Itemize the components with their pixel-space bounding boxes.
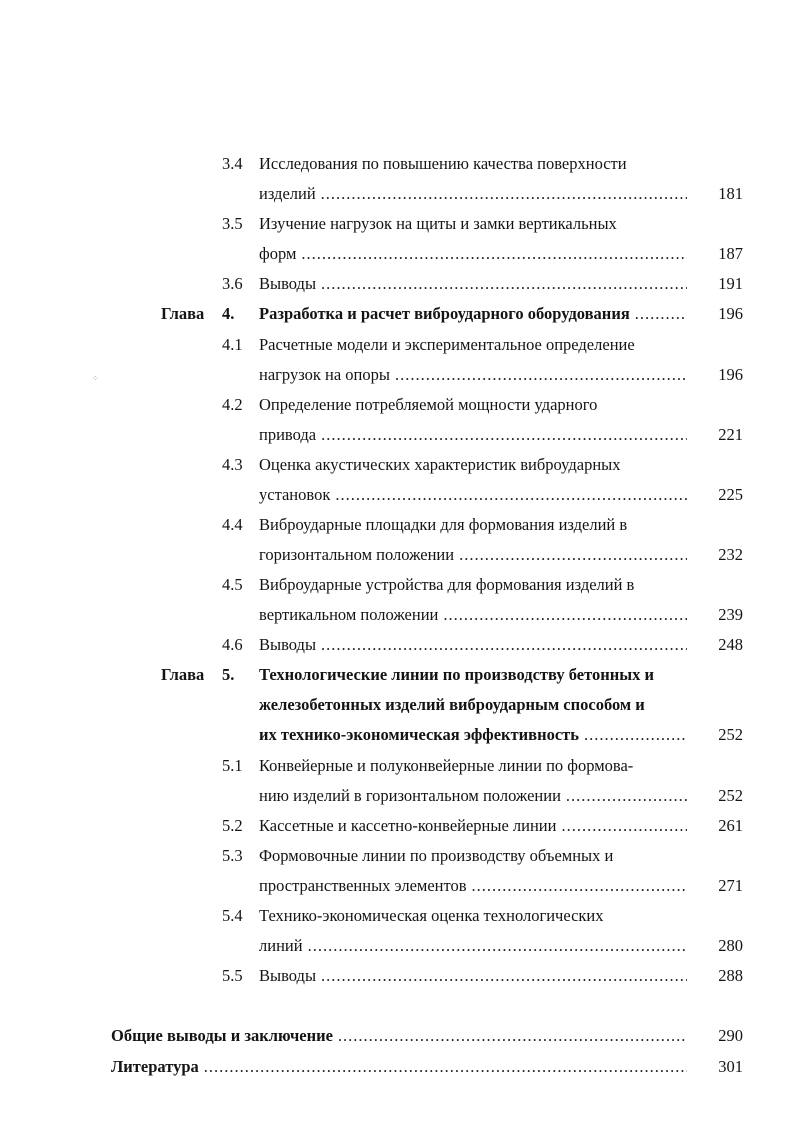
section-4-2-page: 221 [718, 425, 743, 444]
chapter-5-page: 252 [718, 725, 743, 744]
section-4-4-page: 232 [718, 545, 743, 564]
section-3-6-leader [259, 274, 687, 294]
chapter-5-label: Глава [161, 665, 205, 684]
section-3-5-title-line2: форм [259, 244, 297, 263]
section-5-1-leader [259, 786, 687, 806]
section-4-2-title-line2: привода [259, 425, 317, 444]
section-3-6-number: 3.6 [222, 274, 243, 293]
section-5-3-title-line1: Формовочные линии по производству объемных и [259, 846, 614, 865]
section-5-1-page: 252 [718, 786, 743, 805]
section-3-5-leader [259, 244, 687, 264]
section-5-4-number: 5.4 [222, 906, 243, 925]
chapter-5-title-line3: их технико-экономическая эффективность [259, 725, 579, 744]
section-4-3-title-line1: Оценка акустических характеристик виброударных [259, 455, 621, 474]
section-4-2-title-line1: Определение потребляемой мощности ударного [259, 395, 598, 414]
chapter-4-page: 196 [718, 304, 743, 323]
section-5-4-leader [259, 936, 687, 956]
section-3-6-page: 191 [718, 274, 743, 293]
literature-title: Литература [111, 1057, 199, 1076]
section-4-6-title: Выводы [259, 635, 317, 654]
section-5-5-page: 288 [718, 966, 743, 985]
section-5-5-title: Выводы [259, 966, 317, 985]
section-4-6-page: 248 [718, 635, 743, 654]
section-4-4-title-line2: горизонтальном положении [259, 545, 455, 564]
scan-speck: ⁘ [92, 374, 99, 383]
conclusions-leader [111, 1026, 687, 1046]
section-5-3-page: 271 [718, 876, 743, 895]
section-4-1-leader [259, 365, 687, 385]
section-3-4-page: 181 [718, 184, 743, 203]
conclusions-page: 290 [718, 1026, 743, 1045]
section-5-5-leader [259, 966, 687, 986]
section-5-3-number: 5.3 [222, 846, 243, 865]
section-5-2-number: 5.2 [222, 816, 243, 835]
section-4-1-number: 4.1 [222, 335, 243, 354]
section-4-2-number: 4.2 [222, 395, 243, 414]
section-4-3-number: 4.3 [222, 455, 243, 474]
section-4-3-page: 225 [718, 485, 743, 504]
section-5-4-title-line1: Технико-экономическая оценка технологических [259, 906, 604, 925]
section-3-4-leader [259, 184, 687, 204]
section-4-2-leader [259, 425, 687, 445]
section-4-5-leader [259, 605, 687, 625]
section-5-4-page: 280 [718, 936, 743, 955]
section-3-4-title-line1: Исследования по повышению качества поверхности [259, 154, 627, 173]
section-4-3-leader [259, 485, 687, 505]
literature-leader [111, 1057, 687, 1077]
chapter-4-label: Глава [161, 304, 205, 323]
section-3-5-number: 3.5 [222, 214, 243, 233]
section-5-5-number: 5.5 [222, 966, 243, 985]
section-4-4-title-line1: Виброударные площадки для формования изделий в [259, 515, 628, 534]
section-5-1-number: 5.1 [222, 756, 243, 775]
section-5-3-title-line2: пространственных элементов [259, 876, 467, 895]
section-3-4-title-line2: изделий [259, 184, 316, 203]
section-3-6-title: Выводы [259, 274, 317, 293]
section-3-4-number: 3.4 [222, 154, 243, 173]
section-4-6-leader [259, 635, 687, 655]
section-5-1-title-line2: нию изделий в горизонтальном положении [259, 786, 561, 805]
section-5-3-leader [259, 876, 687, 896]
section-4-5-title-line1: Виброударные устройства для формования изделий в [259, 575, 635, 594]
section-4-4-number: 4.4 [222, 515, 243, 534]
section-5-4-title-line2: линий [259, 936, 303, 955]
section-4-1-title-line2: нагрузок на опоры [259, 365, 390, 384]
section-5-2-leader [259, 816, 687, 836]
section-4-4-leader [259, 545, 687, 565]
literature-page: 301 [718, 1057, 743, 1076]
chapter-4-leader [259, 304, 687, 324]
section-5-1-title-line1: Конвейерные и полуконвейерные линии по формова- [259, 756, 634, 775]
section-5-2-page: 261 [718, 816, 743, 835]
section-4-5-title-line2: вертикальном положении [259, 605, 439, 624]
chapter-5-title-line2: железобетонных изделий виброударным способом и [259, 695, 645, 714]
section-5-2-title: Кассетные и кассетно-конвейерные линии [259, 816, 557, 835]
section-4-3-title-line2: установок [259, 485, 331, 504]
chapter-5-title-line1: Технологические линии по производству бетонных и [259, 665, 654, 684]
section-4-5-page: 239 [718, 605, 743, 624]
section-4-1-title-line1: Расчетные модели и экспериментальное определение [259, 335, 635, 354]
chapter-4-title: Разработка и расчет виброударного оборудования [259, 304, 630, 323]
chapter-4-number: 4. [222, 304, 235, 323]
section-3-5-page: 187 [718, 244, 743, 263]
section-4-1-page: 196 [718, 365, 743, 384]
chapter-5-number: 5. [222, 665, 235, 684]
section-4-5-number: 4.5 [222, 575, 243, 594]
conclusions-title: Общие выводы и заключение [111, 1026, 333, 1045]
chapter-5-leader [259, 725, 687, 745]
section-4-6-number: 4.6 [222, 635, 243, 654]
section-3-5-title-line1: Изучение нагрузок на щиты и замки вертикальных [259, 214, 617, 233]
